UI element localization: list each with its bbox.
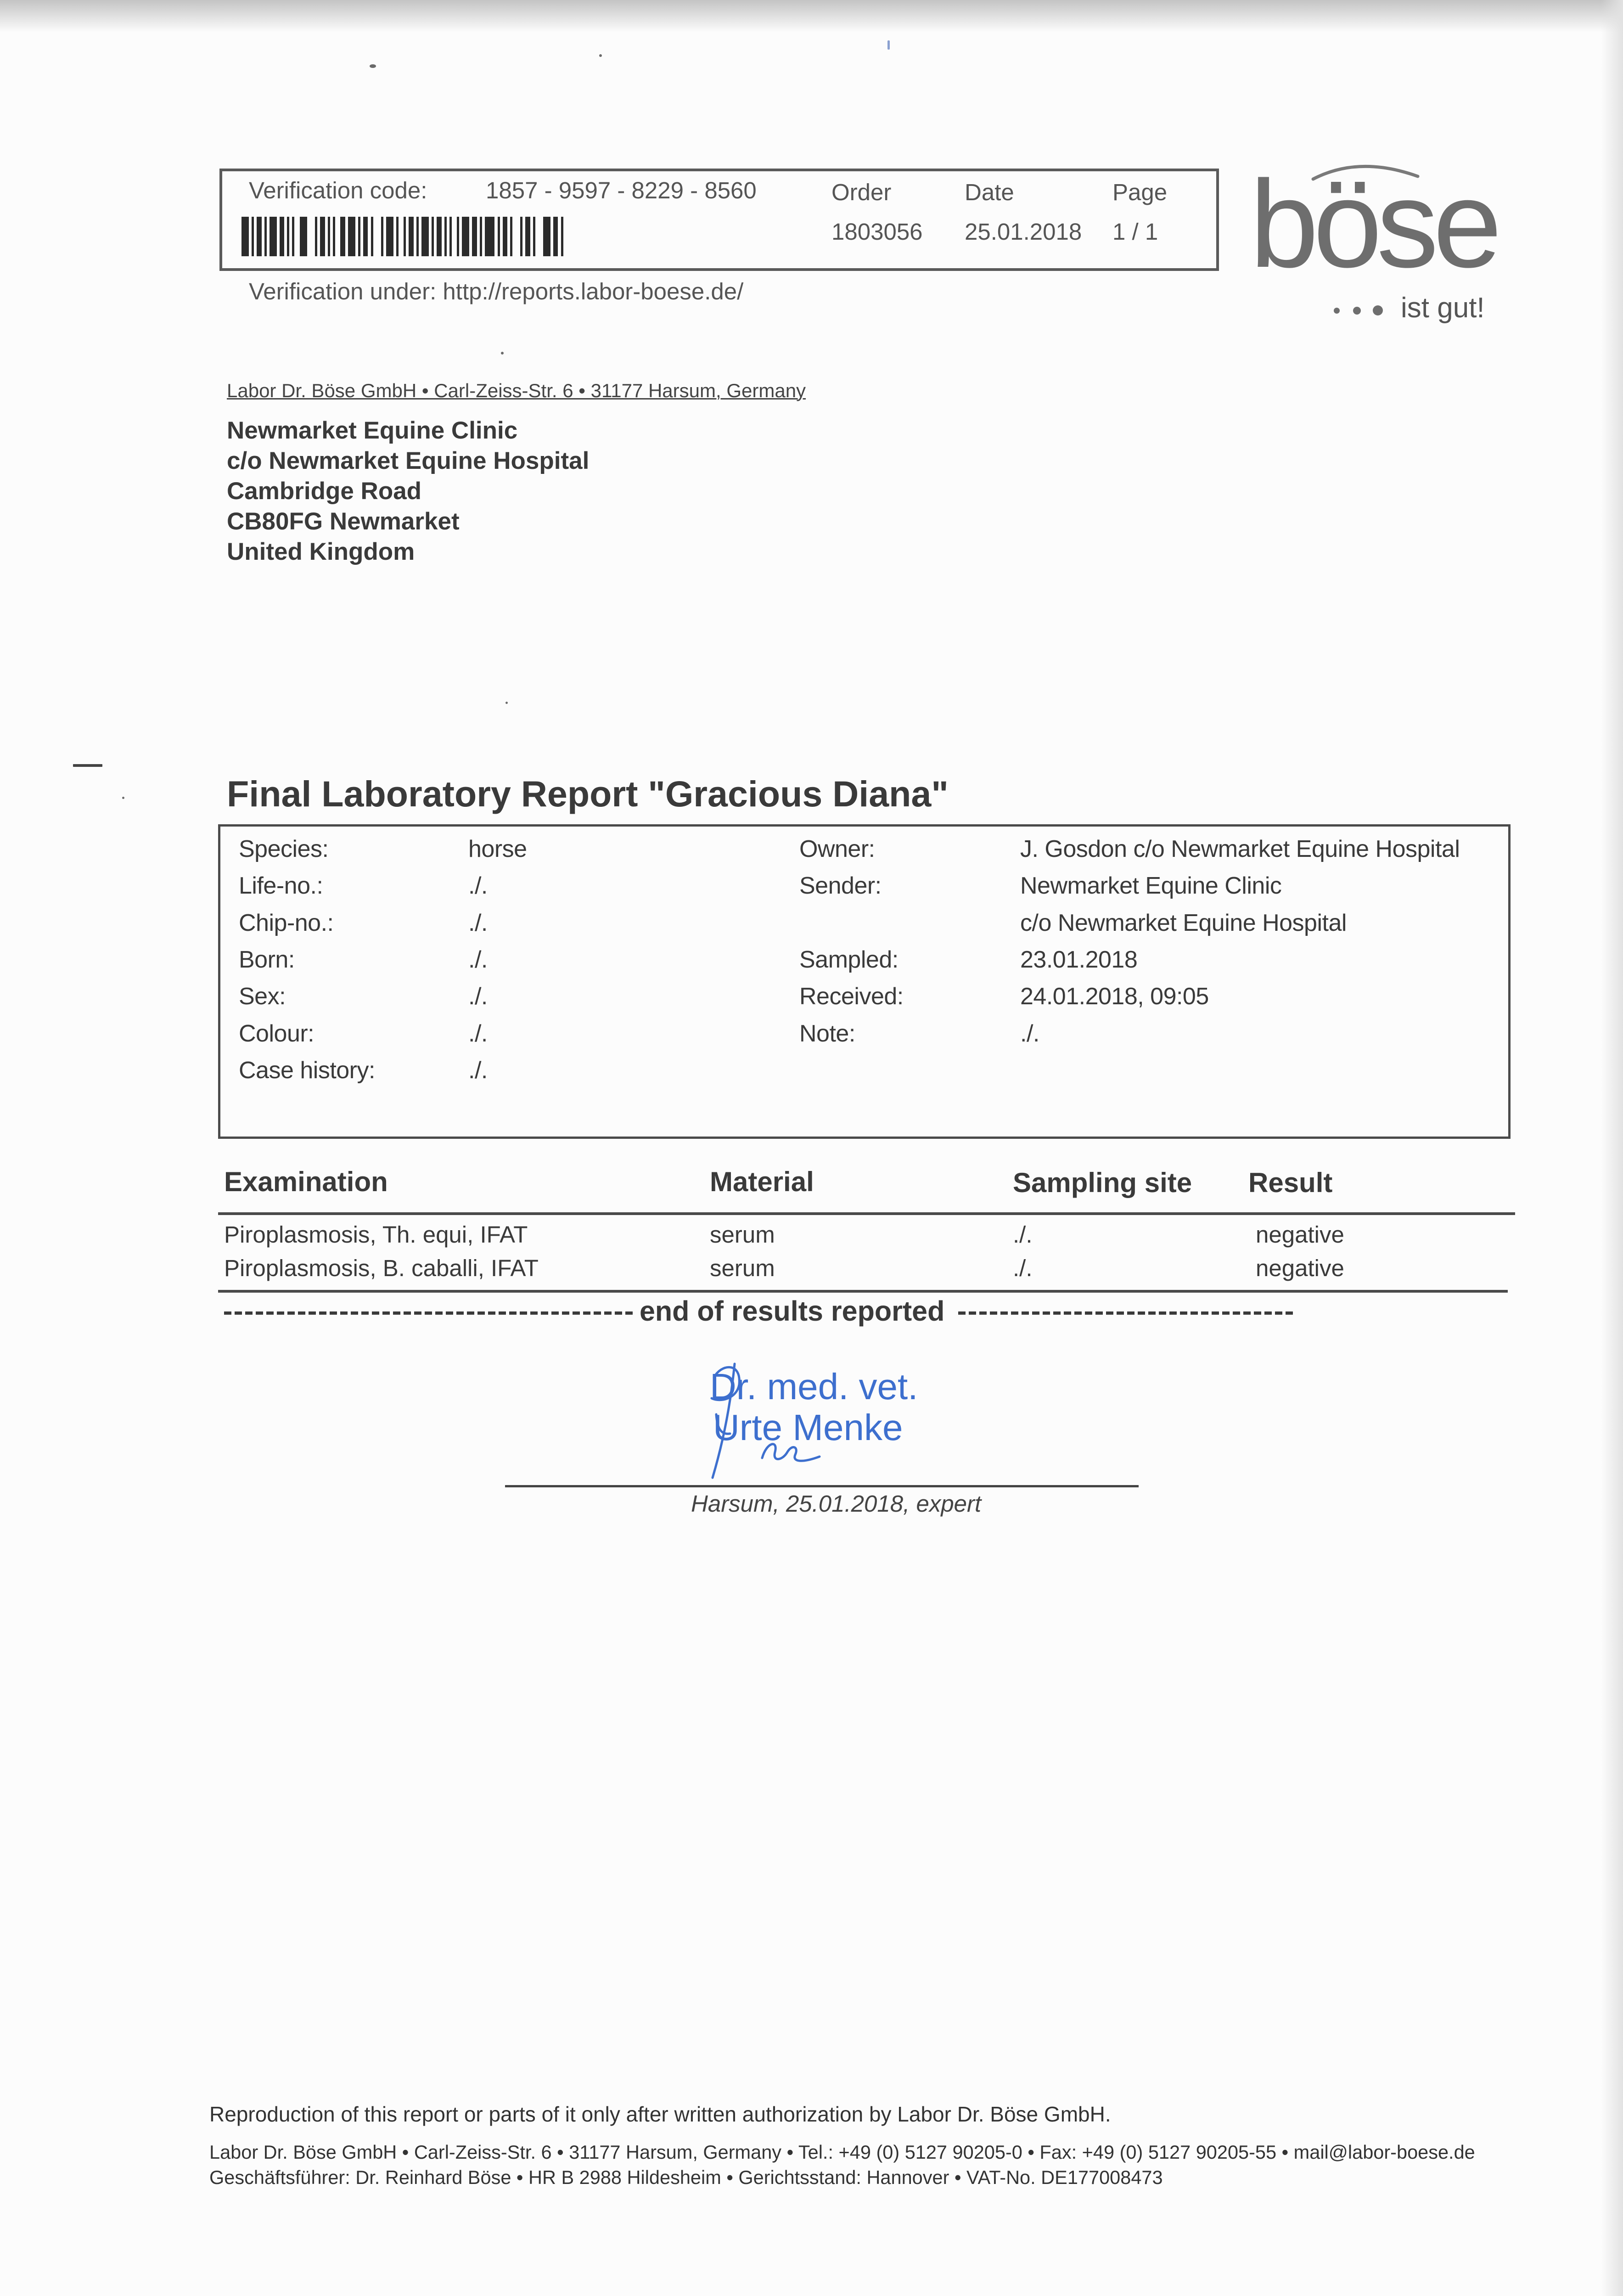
case-history-label: Case history: <box>239 1057 375 1084</box>
barcode-bar <box>241 217 249 256</box>
barcode-bar <box>503 217 508 256</box>
barcode-bar <box>485 217 495 256</box>
sex-value: ./. <box>468 983 488 1010</box>
order-value: 1803056 <box>831 219 923 245</box>
barcode-bar <box>498 217 500 256</box>
owner-value: J. Gosdon c/o Newmarket Equine Hospital <box>1020 836 1460 862</box>
scan-speck <box>599 54 602 57</box>
logo-dot <box>1373 305 1383 315</box>
species-value: horse <box>468 836 527 862</box>
table-bottom-rule <box>218 1290 1508 1293</box>
barcode-bar <box>520 217 522 256</box>
dash-line <box>958 1311 1295 1315</box>
born-value: ./. <box>468 946 488 973</box>
footer-disclaimer: Reproduction of this report or parts of it only after written authorization by Labor Dr. Böse GmbH. <box>209 2102 1111 2126</box>
barcode-bar <box>472 217 477 256</box>
barcode-bar <box>328 217 330 256</box>
sampled-label: Sampled: <box>799 946 899 973</box>
verification-code-value: 1857 - 9597 - 8229 - 8560 <box>486 177 757 203</box>
barcode-bar <box>340 217 345 256</box>
sender-label: Sender: <box>799 872 882 899</box>
date-label: Date <box>965 179 1014 205</box>
barcode-bar <box>437 217 442 256</box>
result-value: negative <box>1256 1221 1344 1248</box>
barcode-bar <box>333 217 335 256</box>
verification-code-label: Verification code: <box>249 177 427 203</box>
barcode-bar <box>300 217 307 256</box>
barcode-bar <box>252 217 254 256</box>
colour-value: ./. <box>468 1020 488 1047</box>
signature-name: Urte Menke <box>713 1407 903 1448</box>
barcode-bar <box>543 217 550 256</box>
barcode-bar <box>371 217 373 256</box>
column-header-material: Material <box>710 1166 814 1197</box>
note-label: Note: <box>799 1020 855 1047</box>
table-header-rule <box>218 1212 1515 1215</box>
margin-dash <box>73 764 102 767</box>
sender-value-line: Newmarket Equine Clinic <box>1020 872 1282 899</box>
recipient-line: United Kingdom <box>227 538 415 565</box>
scan-speck <box>501 352 504 355</box>
received-label: Received: <box>799 983 904 1010</box>
barcode-bar <box>561 217 563 256</box>
barcode-bar <box>315 217 317 256</box>
received-value: 24.01.2018, 09:05 <box>1020 983 1209 1010</box>
life-no-label: Life-no.: <box>239 872 323 899</box>
chip-no-value: ./. <box>468 910 488 936</box>
recipient-line: Newmarket Equine Clinic <box>227 417 518 444</box>
handwritten-signature-icon <box>689 1350 872 1488</box>
column-header-result: Result <box>1248 1167 1333 1198</box>
result-material: serum <box>710 1221 775 1248</box>
recipient-address <box>227 416 589 567</box>
barcode-bar <box>280 217 285 256</box>
date-value: 25.01.2018 <box>965 219 1082 245</box>
colour-label: Colour: <box>239 1020 314 1047</box>
result-examination: Piroplasmosis, Th. equi, IFAT <box>224 1221 528 1248</box>
sampled-value: 23.01.2018 <box>1020 946 1138 973</box>
end-of-results-marker <box>224 1297 1295 1325</box>
born-label: Born: <box>239 946 295 973</box>
footer-company: Geschäftsführer: Dr. Reinhard Böse • HR B 2988 Hildesheim • Gerichtsstand: Hannover • VAT-No. DE177008473 <box>209 2167 1163 2188</box>
logo-dot <box>1334 308 1340 314</box>
barcode-bar <box>257 217 262 256</box>
signature-title: Dr. med. vet. <box>710 1366 918 1407</box>
barcode-bar <box>287 217 289 256</box>
owner-label: Owner: <box>799 836 875 862</box>
patient-info-box <box>218 824 1511 1139</box>
life-no-value: ./. <box>468 872 488 899</box>
page-value: 1 / 1 <box>1112 219 1158 245</box>
barcode-bar <box>386 217 393 256</box>
chip-no-label: Chip-no.: <box>239 910 334 936</box>
barcode-bar <box>416 217 419 256</box>
barcode-bar <box>480 217 482 256</box>
barcode-bar <box>421 217 429 256</box>
page-label: Page <box>1112 179 1168 205</box>
end-of-results-text: end of results reported <box>640 1295 945 1327</box>
barcode-bar <box>404 217 406 256</box>
order-label: Order <box>831 179 892 205</box>
case-history-value: ./. <box>468 1057 488 1084</box>
scan-speck <box>887 40 890 50</box>
result-sampling-site: ./. <box>1013 1221 1033 1248</box>
scan-speck <box>505 702 508 704</box>
barcode-bar <box>457 217 459 256</box>
note-value: ./. <box>1020 1020 1039 1047</box>
barcode-bar <box>320 217 325 256</box>
recipient-line: CB80FG Newmarket <box>227 508 460 535</box>
scan-speck <box>122 797 124 799</box>
signature-line <box>505 1485 1139 1487</box>
barcode-bar <box>510 217 512 256</box>
scan-shadow-top <box>0 0 1623 32</box>
barcode-bar <box>358 217 360 256</box>
barcode-bar <box>553 217 558 256</box>
barcode-bar <box>533 217 535 256</box>
sender-value-line: c/o Newmarket Equine Hospital <box>1020 910 1347 936</box>
barcode-bar <box>292 217 294 256</box>
column-header-examination: Examination <box>224 1166 388 1197</box>
result-sampling-site: ./. <box>1013 1255 1033 1281</box>
barcode-bar <box>444 217 447 256</box>
scan-shadow-right <box>1601 0 1623 2296</box>
recipient-line: Cambridge Road <box>227 478 422 505</box>
sex-label: Sex: <box>239 983 286 1010</box>
barcode-bar <box>462 217 469 256</box>
barcode-bar <box>449 217 452 256</box>
barcode-bar <box>432 217 434 256</box>
barcode-bar <box>264 217 267 256</box>
barcode-bar <box>363 217 368 256</box>
species-label: Species: <box>239 836 329 862</box>
result-value: negative <box>1256 1255 1344 1281</box>
report-title: Final Laboratory Report "Gracious Diana" <box>227 773 949 814</box>
result-examination: Piroplasmosis, B. caballi, IFAT <box>224 1255 539 1281</box>
footer-contact: Labor Dr. Böse GmbH • Carl-Zeiss-Str. 6 • 31177 Harsum, Germany • Tel.: +49 (0) 5127 90205-0 • Fax: +49 (0) 5127 90205-55 • mail@labor-boese.de <box>209 2141 1475 2163</box>
return-address: Labor Dr. Böse GmbH • Carl-Zeiss-Str. 6 • 31177 Harsum, Germany <box>227 380 806 401</box>
barcode-bar <box>525 217 530 256</box>
column-header-sampling-site: Sampling site <box>1013 1167 1192 1198</box>
signature-caption: Harsum, 25.01.2018, expert <box>691 1491 982 1517</box>
result-material: serum <box>710 1255 775 1281</box>
barcode-bar <box>348 217 355 256</box>
logo-wordmark: böse <box>1250 155 1497 293</box>
barcode-bar <box>396 217 399 256</box>
barcode-bar <box>409 217 414 256</box>
logo-tagline: ist gut! <box>1401 292 1485 324</box>
verification-url-note: Verification under: http://reports.labor-boese.de/ <box>249 278 744 304</box>
barcode-bar <box>381 217 383 256</box>
scan-speck <box>370 64 376 68</box>
logo-dot <box>1353 307 1361 315</box>
recipient-line: c/o Newmarket Equine Hospital <box>227 447 590 474</box>
barcode <box>241 217 563 256</box>
barcode-bar <box>270 217 277 256</box>
dash-line <box>224 1311 633 1315</box>
